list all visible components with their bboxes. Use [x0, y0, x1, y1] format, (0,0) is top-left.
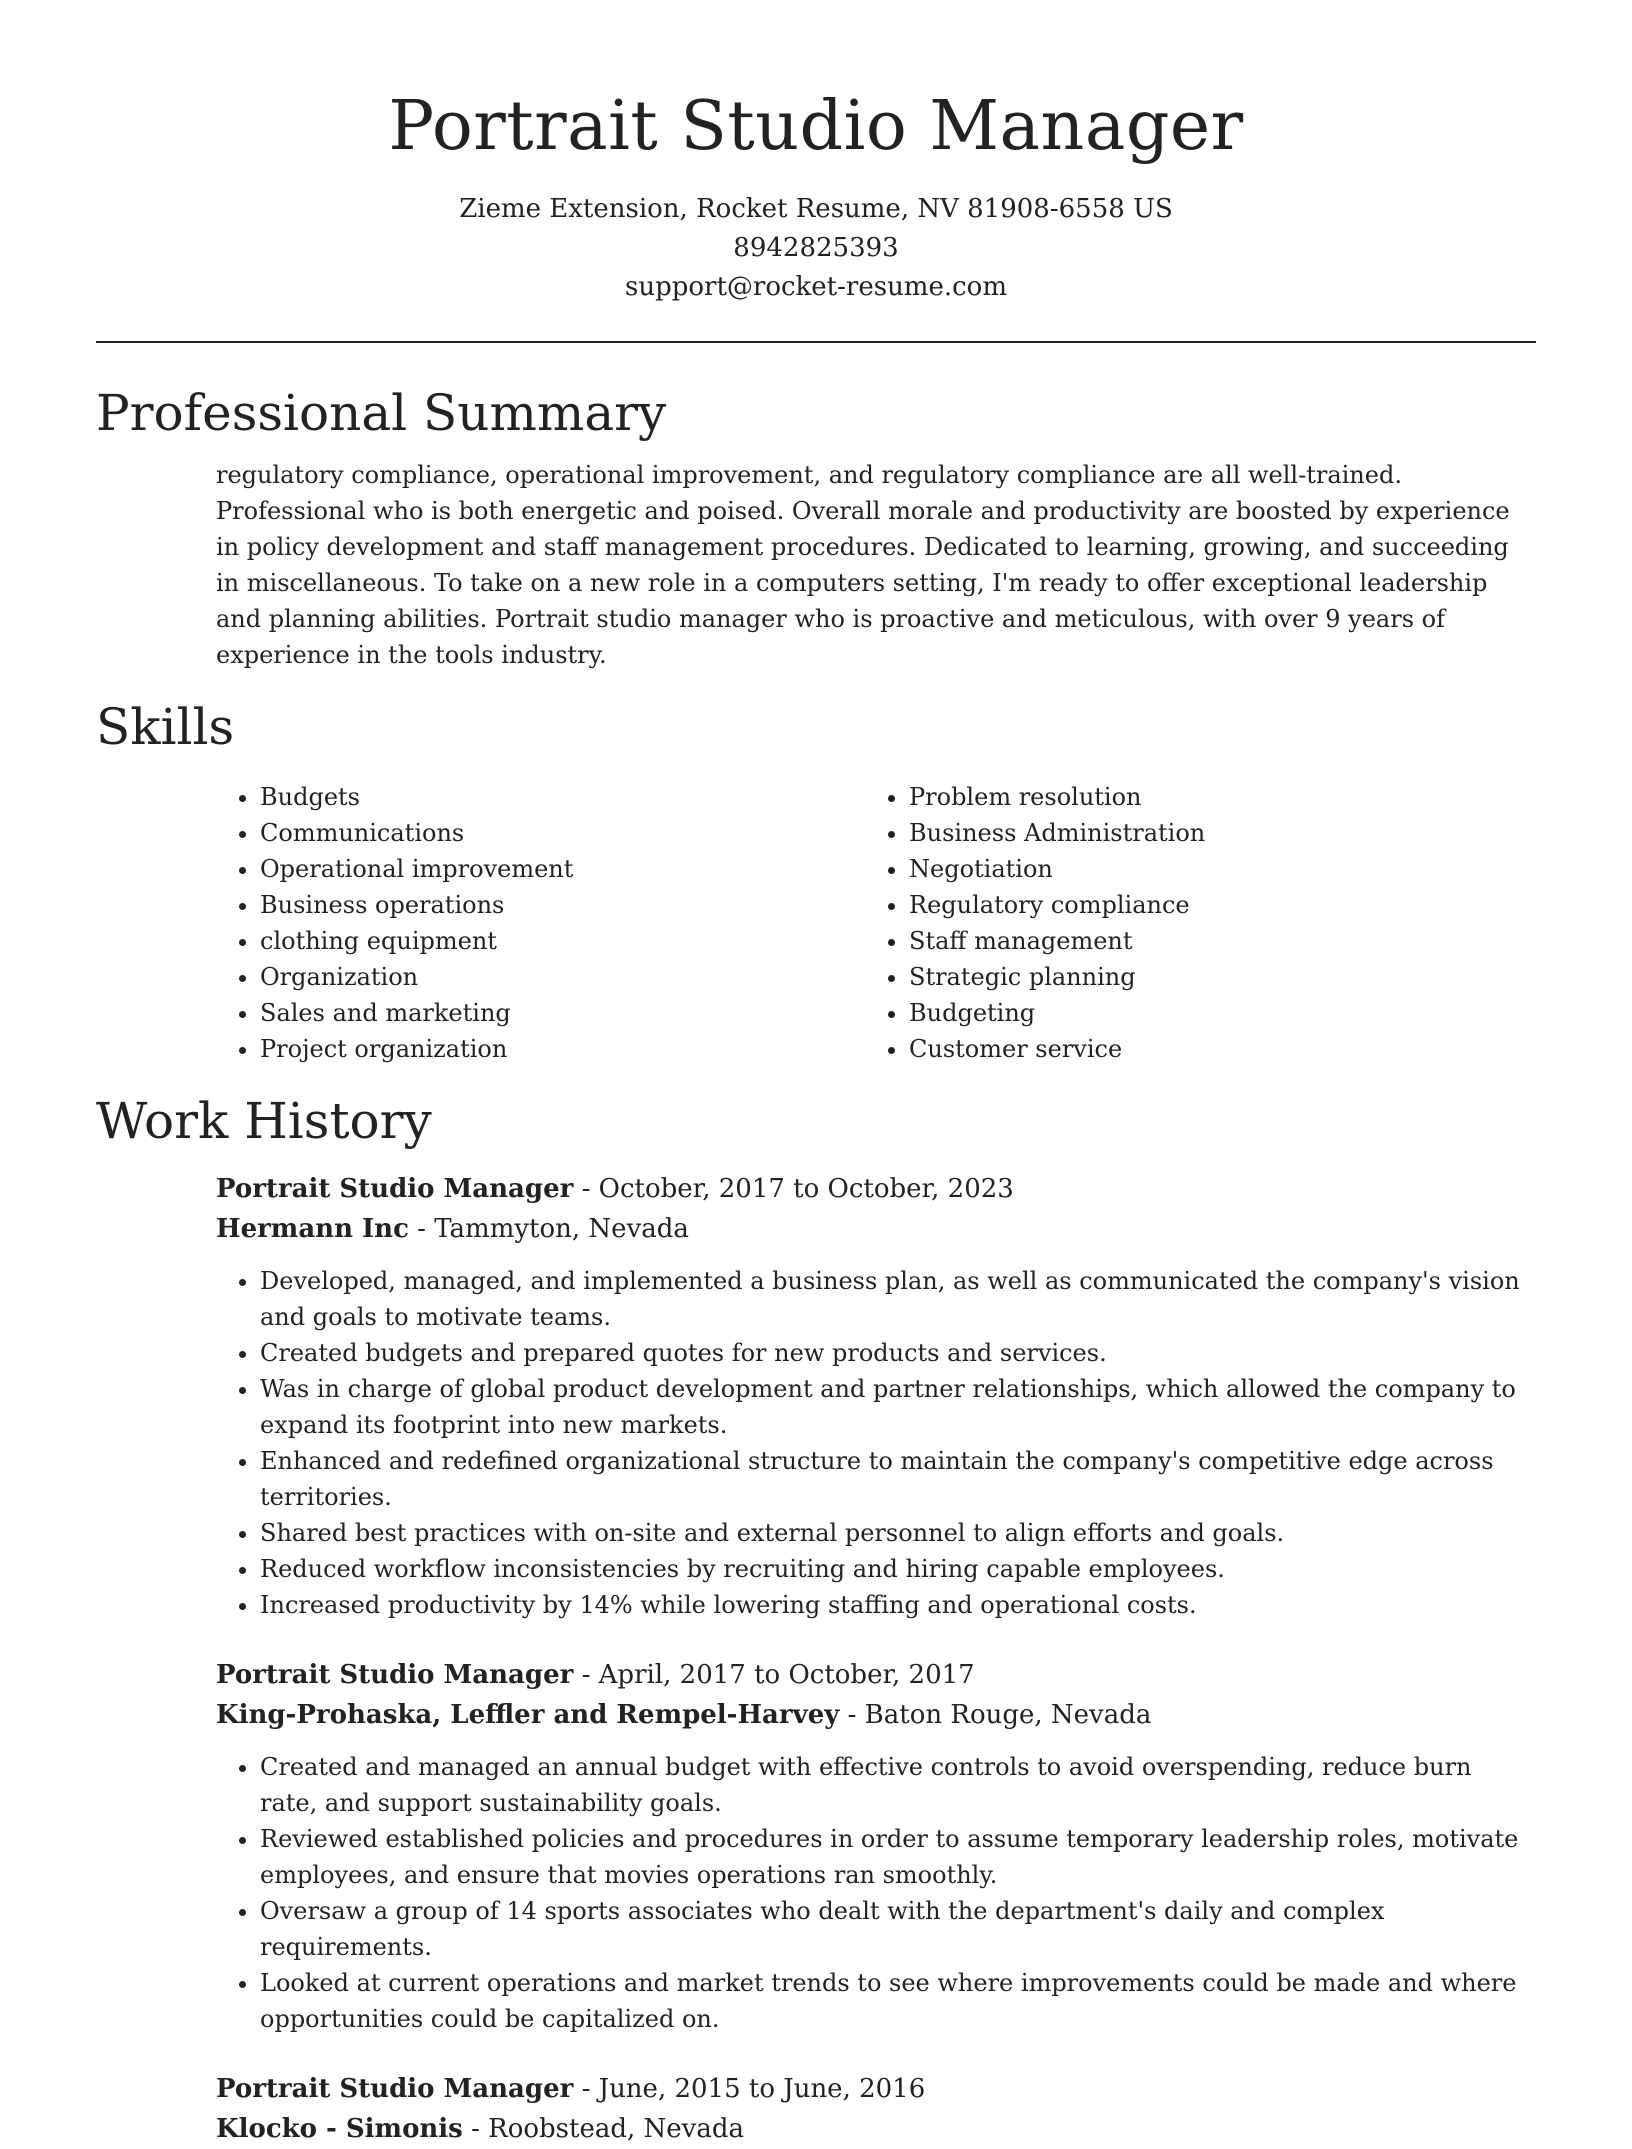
contact-address: Zieme Extension, Rocket Resume, NV 81908-6558 US: [459, 194, 1173, 224]
skill-item: • Business Administration: [909, 815, 1514, 851]
skill-item: • Staff management: [909, 923, 1514, 959]
job-entry: [216, 2069, 1536, 2149]
job-dates: - June, 2015 to June, 2016: [573, 2074, 926, 2104]
job-entry: [216, 1655, 1536, 2037]
job-duty: • Enhanced and redefined organizational structure to maintain the company's competitive edge across territories.: [260, 1443, 1536, 1515]
job-duty: • Reduced workflow inconsistencies by recruiting and hiring capable employees.: [260, 1551, 1536, 1587]
job-location: - Roobstead, Nevada: [462, 2114, 744, 2144]
job-company: Hermann Inc: [216, 1214, 409, 1244]
job-title-line: [216, 1655, 1536, 1695]
contact-phone: 8942825393: [733, 233, 899, 263]
skill-item: • Sales and marketing: [260, 995, 865, 1031]
summary-heading: Professional Summary: [96, 384, 667, 442]
job-duty: • Looked at current operations and market trends to see where improvements could be made and where opportunities could be capitalized on.: [260, 1965, 1536, 2037]
job-duty: • Was in charge of global product development and partner relationships, which allowed the company to expand its footprint into new markets.: [260, 1371, 1536, 1443]
resume-header: [96, 0, 1536, 307]
job-company-line: [216, 1695, 1536, 1735]
skill-item: • Customer service: [909, 1031, 1514, 1067]
job-dates: - April, 2017 to October, 2017: [573, 1660, 975, 1690]
contact-block: [96, 190, 1536, 307]
job-duty: • Created budgets and prepared quotes for new products and services.: [260, 1335, 1536, 1371]
skills-column-right: [865, 779, 1514, 1067]
job-company-line: [216, 1209, 1536, 1249]
skill-item: • Communications: [260, 815, 865, 851]
work-history-heading: Work History: [96, 1092, 432, 1150]
skill-item: • clothing equipment: [260, 923, 865, 959]
job-duty: • Increased productivity by 14% while lowering staffing and operational costs.: [260, 1587, 1536, 1623]
skill-item: • Regulatory compliance: [909, 887, 1514, 923]
skill-item: • Operational improvement: [260, 851, 865, 887]
job-duty: • Oversaw a group of 14 sports associates who dealt with the department's daily and complex requirements.: [260, 1893, 1536, 1965]
job-title: Portrait Studio Manager: [216, 2074, 574, 2104]
skill-item: • Problem resolution: [909, 779, 1514, 815]
summary-text: regulatory compliance, operational improvement, and regulatory compliance are all well-trained. Professional who is both energetic and poised. Overall morale and productivity are boosted by experience in policy development and staff management procedures. Dedicated to learning, growing, and succeeding in miscellaneous. To take on a new role in a computers setting, I'm ready to offer exceptional leadership and planning abilities. Portrait studio manager who is proactive and meticulous, with over 9 years of experience in the tools industry.: [216, 461, 1510, 669]
job-duty: • Developed, managed, and implemented a business plan, as well as communicated the company's vision and goals to motivate teams.: [260, 1263, 1536, 1335]
candidate-name: Portrait Studio Manager: [388, 87, 1244, 166]
job-company: Klocko - Simonis: [216, 2114, 463, 2144]
job-location: - Baton Rouge, Nevada: [839, 1700, 1152, 1730]
job-title: Portrait Studio Manager: [216, 1174, 574, 1204]
job-title-line: [216, 1169, 1536, 1209]
skills-column-left: [216, 779, 865, 1067]
contact-email: support@rocket-resume.com: [624, 272, 1007, 302]
job-duties: [216, 1749, 1536, 2037]
skill-item: • Budgeting: [909, 995, 1514, 1031]
job-duty: • Shared best practices with on-site and external personnel to align efforts and goals.: [260, 1515, 1536, 1551]
job-duty: • Created and managed an annual budget with effective controls to avoid overspending, reduce burn rate, and support sustainability goals.: [260, 1749, 1536, 1821]
job-title: Portrait Studio Manager: [216, 1660, 574, 1690]
job-entry: [216, 1169, 1536, 1623]
skill-item: • Project organization: [260, 1031, 865, 1067]
job-duty: • Reviewed established policies and procedures in order to assume temporary leadership roles, motivate employees, and ensure that movies operations ran smoothly.: [260, 1821, 1536, 1893]
skills-heading: Skills: [96, 698, 235, 756]
job-dates: - October, 2017 to October, 2023: [573, 1174, 1014, 1204]
skill-item: • Business operations: [260, 887, 865, 923]
skill-item: • Budgets: [260, 779, 865, 815]
summary-section: [96, 381, 1536, 673]
skills-grid: [216, 779, 1536, 1067]
skill-item: • Organization: [260, 959, 865, 995]
skill-item: • Strategic planning: [909, 959, 1514, 995]
skills-section: [96, 695, 1536, 1067]
skill-item: • Negotiation: [909, 851, 1514, 887]
resume-page: [96, 0, 1536, 2149]
job-location: - Tammyton, Nevada: [408, 1214, 689, 1244]
header-divider: [96, 341, 1536, 343]
job-title-line: [216, 2069, 1536, 2109]
job-duties: [216, 1263, 1536, 1623]
job-company: King-Prohaska, Leffler and Rempel-Harvey: [216, 1700, 840, 1730]
job-company-line: [216, 2109, 1536, 2149]
work-history-section: [96, 1089, 1536, 2149]
